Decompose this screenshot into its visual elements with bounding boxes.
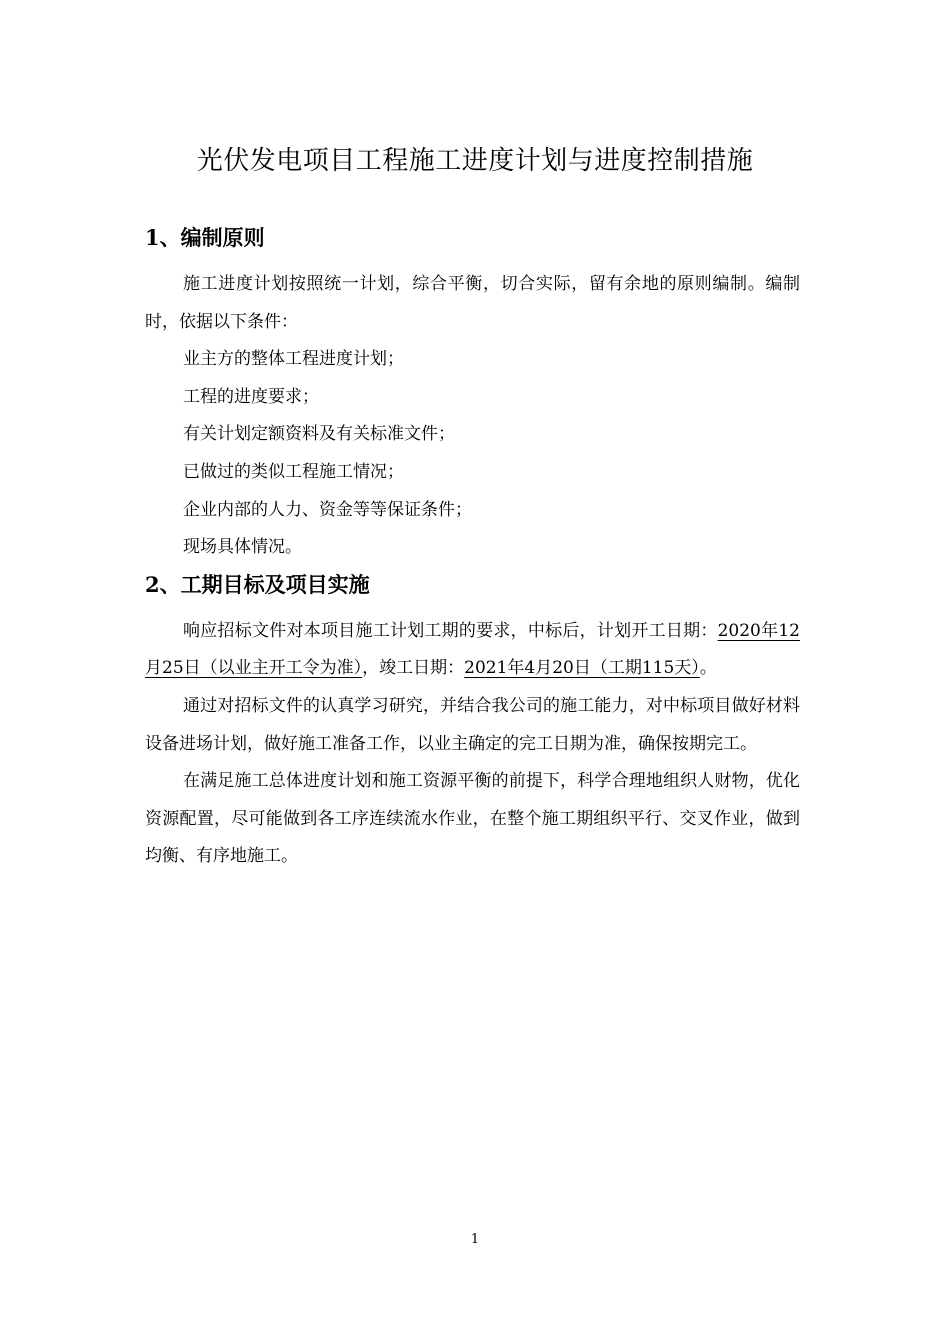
list-item: 工程的进度要求； <box>183 386 319 407</box>
page-number: 1 <box>470 1232 480 1247</box>
list-item: 有关计划定额资料及有关标准文件； <box>183 424 455 445</box>
list-item: 企业内部的人力、资金等等保证条件； <box>183 499 472 520</box>
section-1-intro: 施工进度计划按照统一计划，综合平衡，切合实际，留有余地的原则编制。编制时，依据以下条件： <box>145 274 800 332</box>
section-2-heading: 2、工期目标及项目实施 <box>145 571 370 597</box>
document-body <box>145 222 800 876</box>
schedule-lead-text: 响应招标文件对本项目施工计划工期的要求，中标后，计划开工日期： <box>183 620 718 641</box>
schedule-tail-text: 。 <box>699 658 717 679</box>
section-1-heading: 1、编制原则 <box>145 225 265 250</box>
schedule-paragraph <box>145 613 800 688</box>
start-date: 2020年12月25日（以业主开工令为准） <box>145 620 800 679</box>
organization-paragraph: 在满足施工总体进度计划和施工资源平衡的前提下，科学合理地组织人财物，优化资源配置，尽可能做到各工序连续流水作业，在整个施工期组织平行、交叉作业，做到均衡、有序地施工。 <box>145 771 800 867</box>
completion-date: 2021年4月20日（工期115天） <box>464 658 700 679</box>
schedule-mid-text: ，竣工日期： <box>362 658 465 679</box>
list-item: 现场具体情况。 <box>183 537 302 558</box>
list-item: 已做过的类似工程施工情况； <box>183 461 404 482</box>
basis-list <box>145 341 800 567</box>
list-item: 业主方的整体工程进度计划； <box>183 349 404 370</box>
document-title: 光伏发电项目工程施工进度计划与进度控制措施 <box>196 146 754 176</box>
preparation-paragraph: 通过对招标文件的认真学习研究，并结合我公司的施工能力，对中标项目做好材料设备进场计划，做好施工准备工作，以业主确定的完工日期为准，确保按期完工。 <box>145 695 800 754</box>
